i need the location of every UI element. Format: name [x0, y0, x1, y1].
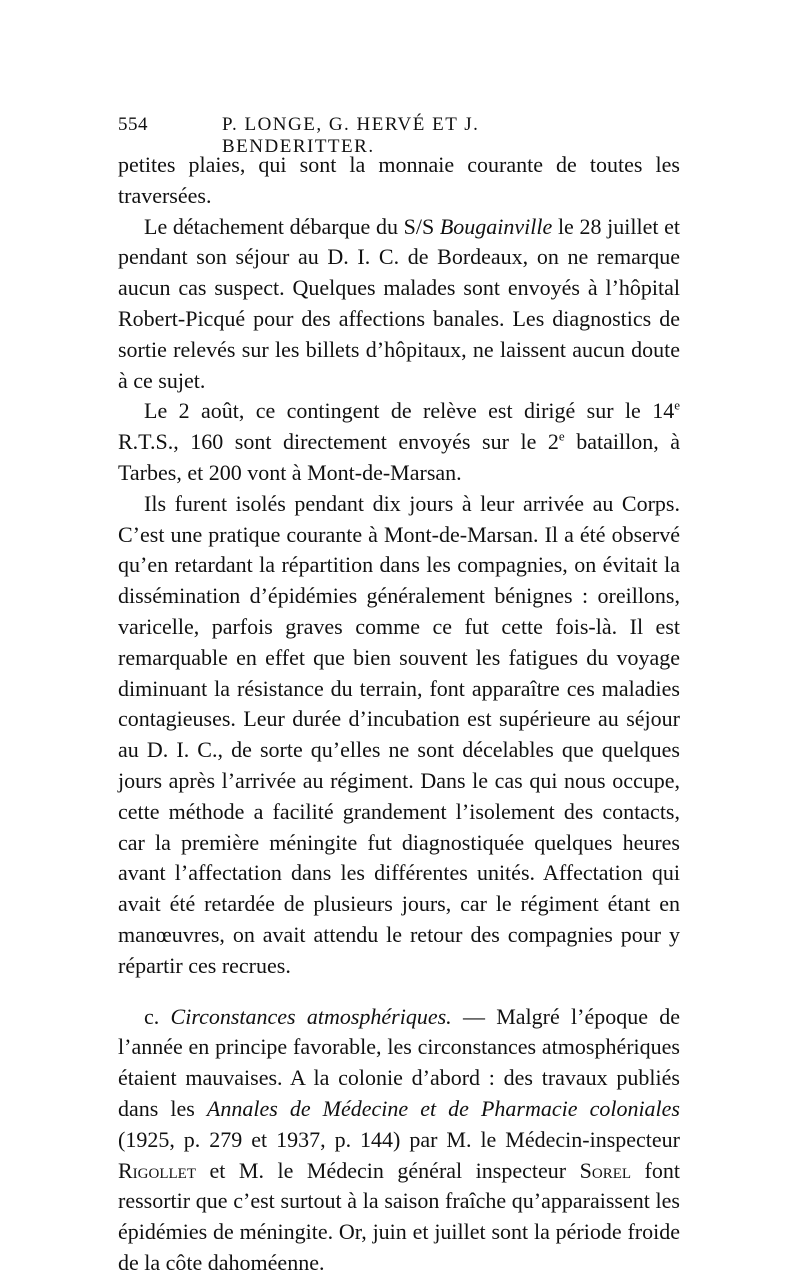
paragraph-5-text-e: font ressortir que c’est surtout à la saison fraîche qu’apparaissent les épidémies de méningite. Or, juin et juillet sont la période froide de la côte dahoméenne. [118, 1157, 680, 1275]
paragraph-3 [118, 396, 680, 488]
page-body [118, 150, 680, 1279]
section-title: Circonstances atmosphériques. [170, 1003, 452, 1029]
section-letter: c. [144, 1003, 171, 1029]
paragraph-2 [118, 212, 680, 397]
superscript-1: e [674, 398, 680, 414]
journal-title: Annales de Médecine et de Pharmacie coloniales [206, 1095, 680, 1121]
page-number: 554 [118, 114, 148, 135]
paragraph-4: Ils furent isolés pendant dix jours à leur arrivée au Corps. C’est une pratique courante à Mont-de-Marsan. Il a été observé qu’en retardant la répartition dans les compagnies, on évitait la dissémination d’épidémies généralement bénignes : oreillons, varicelle, parfois graves comme ce fut cette fois-là. Il est remarquable en effet que bien souvent les fatigues du voyage diminuant la résistance du terrain, font apparaître ces maladies contagieuses. Leur durée d’incubation est supérieure au séjour au D. I. C., de sorte qu’elles ne sont décelables que quelques jours après l’arrivée au régiment. Dans le cas qui nous occupe, cette méthode a facilité grandement l’isolement des contacts, car la première méningite fut diagnostiquée quelques heures avant l’affectation dans les différentes unités. Affectation qui avait été retardée de plusieurs jours, car le régiment étant en manœuvres, on avait attendu le retour des compagnies pour y répartir ces recrues. [118, 490, 680, 978]
paragraph-3-text-a: Le 2 août, ce contingent de relève est dirigé sur le 14 [144, 398, 675, 424]
author-name-1: Rigollet [118, 1157, 196, 1183]
paragraph-3-text-b: R.T.S., 160 sont directement envoyés sur le 2 [118, 429, 559, 455]
paragraph-3-text-c: bataillon, à Tarbes, et 200 vont à Mont-de-Marsan. [118, 429, 681, 485]
paragraph-2-text-b: le 28 juillet et pendant son séjour au D. I. C. de Bordeaux, on ne remarque aucun cas suspect. Quelques malades sont envoyés à l’hôpital Robert-Picqué pour des affections banales. Les diagnostics de sortie relevés sur les billets d’hôpitaux, ne laissent aucun doute à ce sujet. [118, 213, 680, 393]
paragraph-5-text-d: et M. le Médecin général inspecteur [195, 1157, 580, 1183]
paragraph-1: petites plaies, qui sont la monnaie courante de toutes les traversées. [118, 152, 680, 208]
paragraph-5 [118, 1002, 680, 1279]
paragraph-5-text-c: (1925, p. 279 et 1937, p. 144) par M. le Médecin-inspecteur [118, 1126, 680, 1152]
superscript-2: e [558, 428, 565, 444]
running-title: P. LONGE, G. HERVÉ ET J. BENDERITTER. [222, 114, 480, 157]
ship-name: Bougainville [439, 213, 553, 239]
paragraph-2-text-a: Le détachement débarque du S/S [144, 213, 440, 239]
author-name-2: Sorel [579, 1157, 632, 1183]
paragraph-5-text-b: — Malgré l’époque de l’année en principe favorable, les circonstances atmosphériques étaient mauvaises. A la colonie d’abord : des travaux publiés dans les [118, 1003, 681, 1121]
